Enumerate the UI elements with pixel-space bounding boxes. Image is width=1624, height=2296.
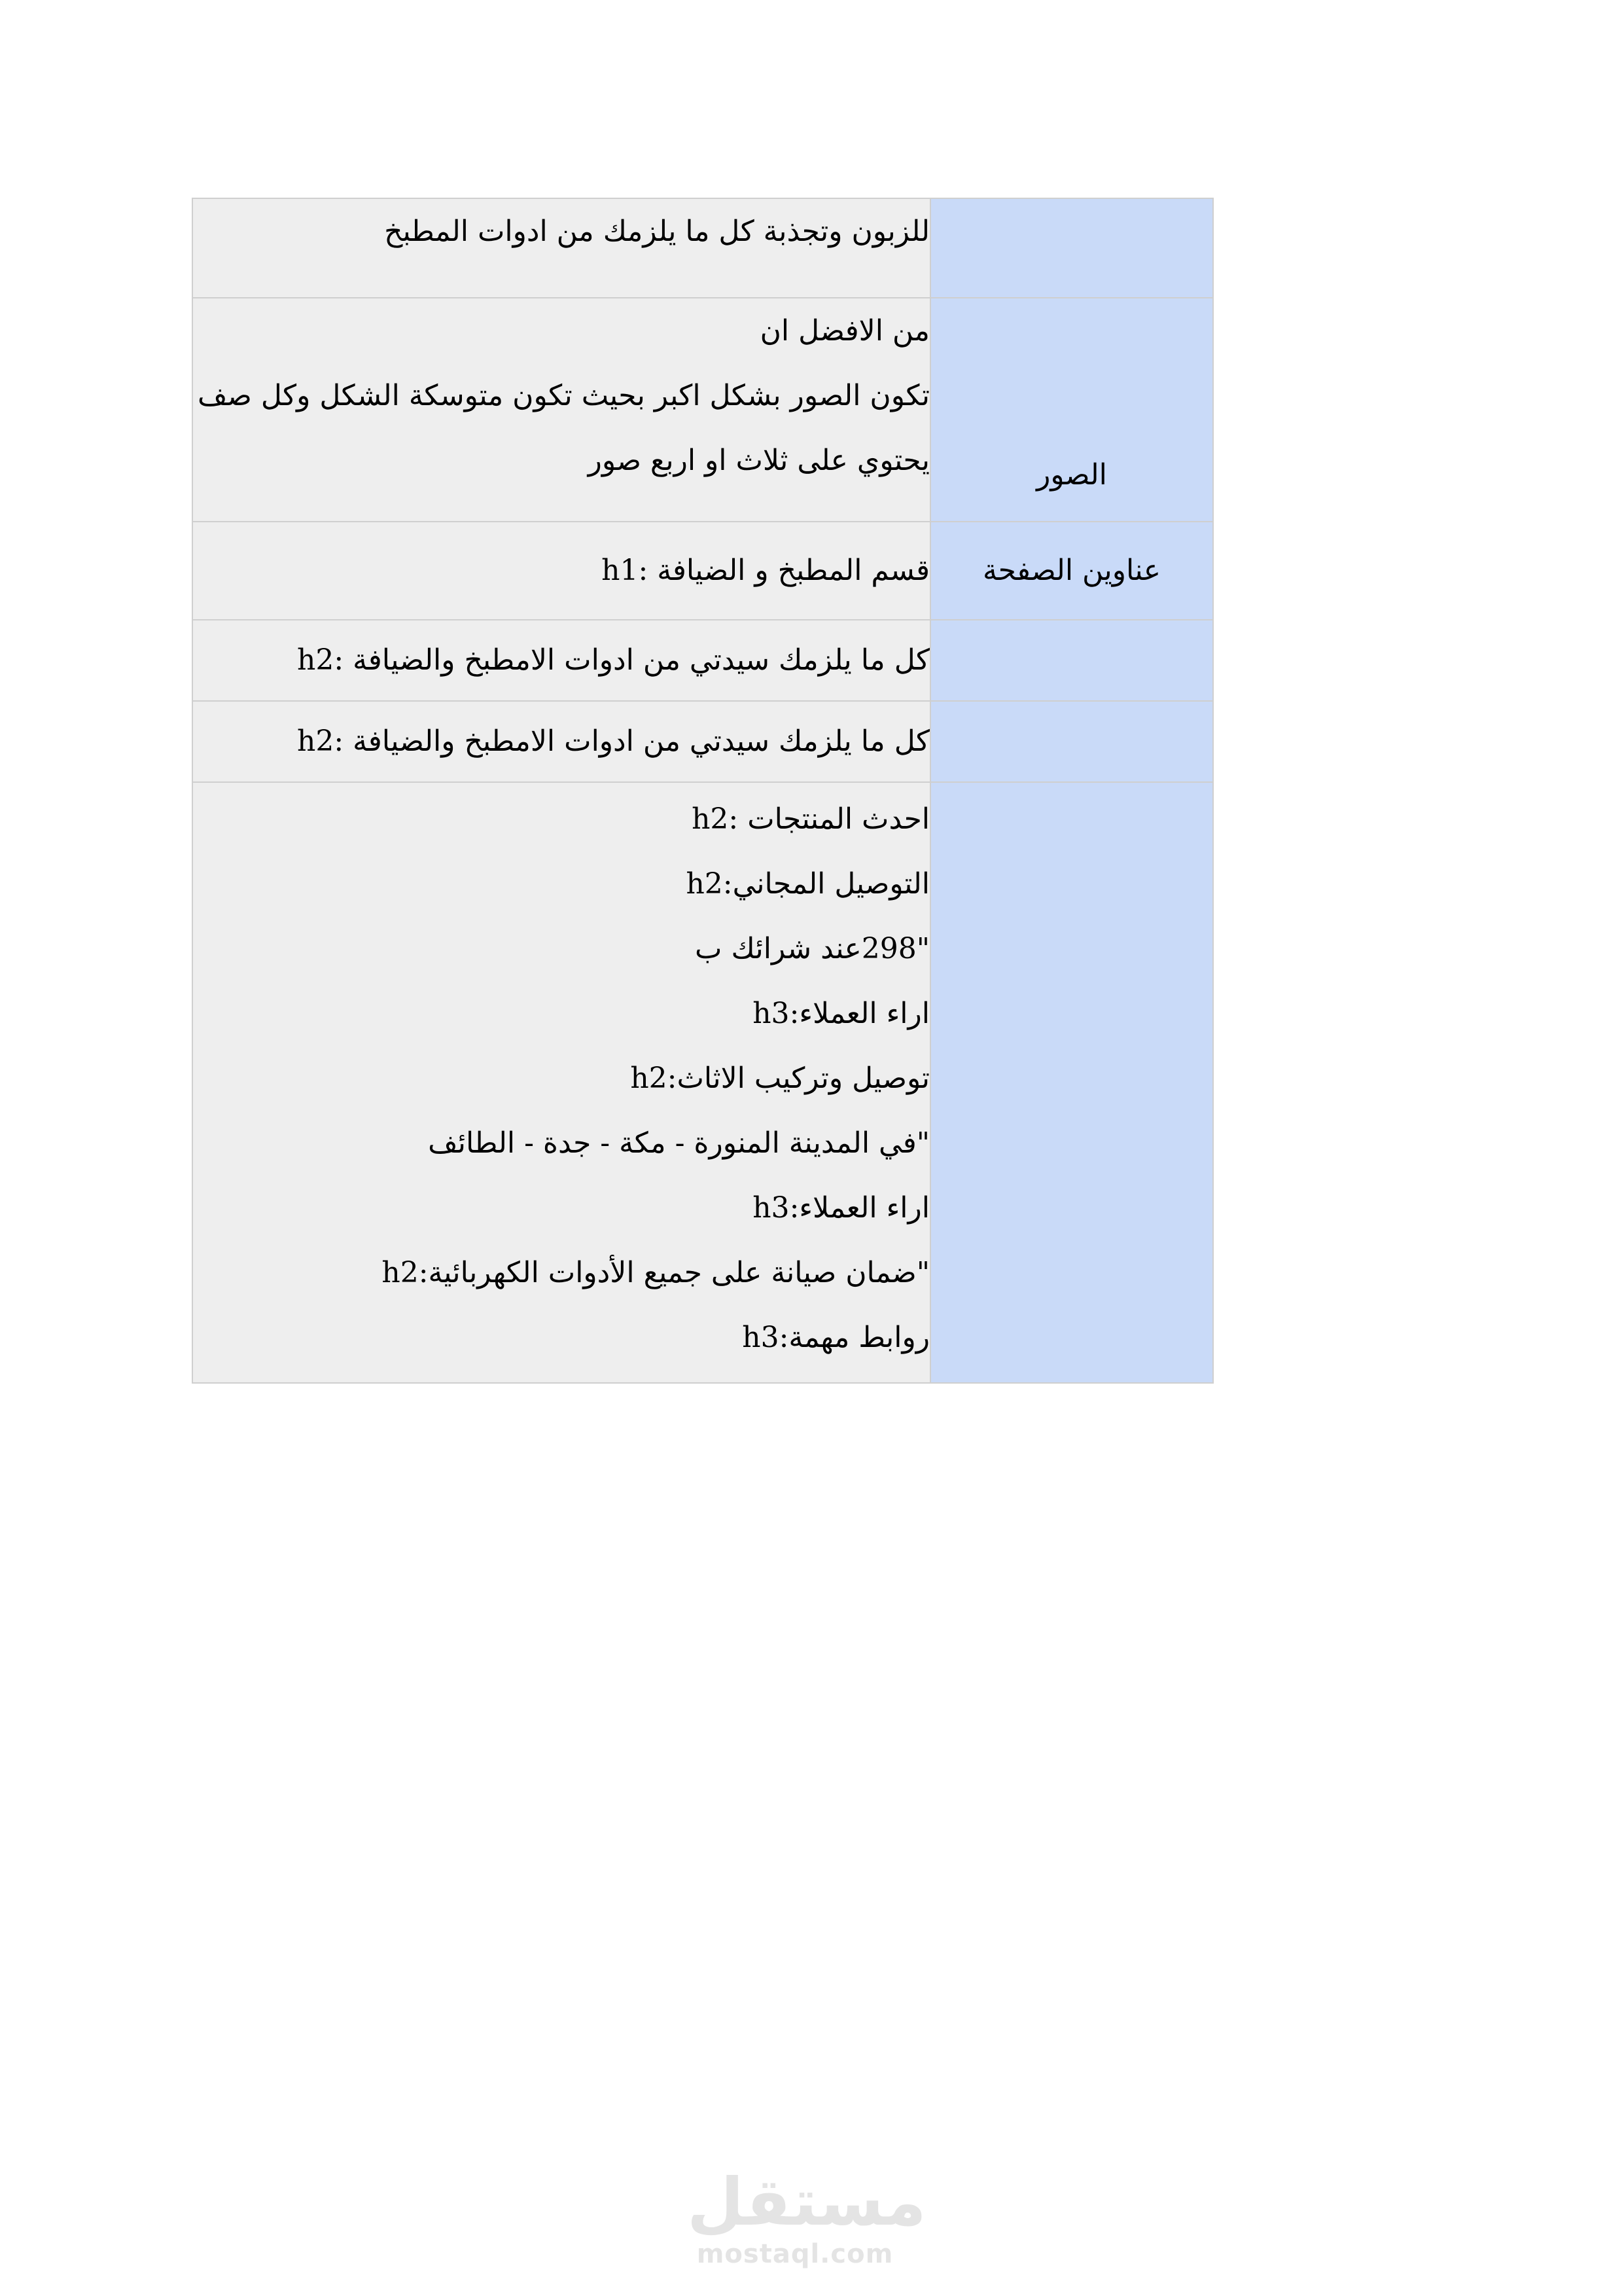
mostaql-watermark (687, 2164, 927, 2270)
content-line: احدث المنتجات :h2 (692, 802, 930, 836)
table-row (192, 782, 1213, 1383)
label-cell: عناوين الصفحة (930, 522, 1213, 620)
table-row (192, 522, 1213, 620)
label-cell: الصور (930, 298, 1213, 522)
content-line: كل ما يلزمك سيدتي من ادوات الامطبخ والضيافة :h2 (297, 643, 930, 677)
content-cell (192, 298, 930, 522)
content-cell (192, 782, 930, 1383)
content-cell (192, 198, 930, 298)
content-line: "ضمان صيانة على جميع الأدوات الكهربائية:h2 (381, 1256, 930, 1289)
content-line: تكون الصور بشكل اكبر بحيث تكون متوسكة الشكل وكل صف (197, 379, 930, 412)
table-row (192, 198, 1213, 298)
watermark-latin: mostaql.com (696, 2239, 894, 2269)
content-table (192, 198, 1214, 1384)
content-line: روابط مهمة:h3 (742, 1321, 930, 1354)
content-line: كل ما يلزمك سيدتي من ادوات الامطبخ والضيافة :h2 (297, 725, 930, 758)
watermark-arabic: مستقل (687, 2164, 927, 2240)
content-cell (192, 620, 930, 701)
label-cell (930, 782, 1213, 1383)
label-cell (930, 198, 1213, 298)
content-line: من الافضل ان (760, 314, 930, 348)
label-cell (930, 620, 1213, 701)
content-line: "في المدينة المنورة - مكة - جدة - الطائف (428, 1126, 930, 1160)
content-line: قسم المطبخ و الضيافة :h1 (601, 554, 930, 587)
content-line: توصيل وتركيب الاثاث:h2 (630, 1062, 930, 1095)
table-row (192, 620, 1213, 701)
content-cell (192, 522, 930, 620)
content-line: التوصيل المجاني:h2 (686, 867, 930, 901)
table-row (192, 701, 1213, 782)
label-cell (930, 701, 1213, 782)
table-row (192, 298, 1213, 522)
content-line: "298عند شرائك ب (695, 932, 930, 965)
content-line: اراء العملاء:h3 (752, 997, 930, 1030)
content-line: للزبون وتجذبة كل ما يلزمك من ادوات المطبخ (384, 215, 930, 248)
content-line: اراء العملاء:h3 (752, 1191, 930, 1225)
content-line: يحتوي على ثلاث او اربع صور (588, 444, 930, 477)
content-cell (192, 701, 930, 782)
